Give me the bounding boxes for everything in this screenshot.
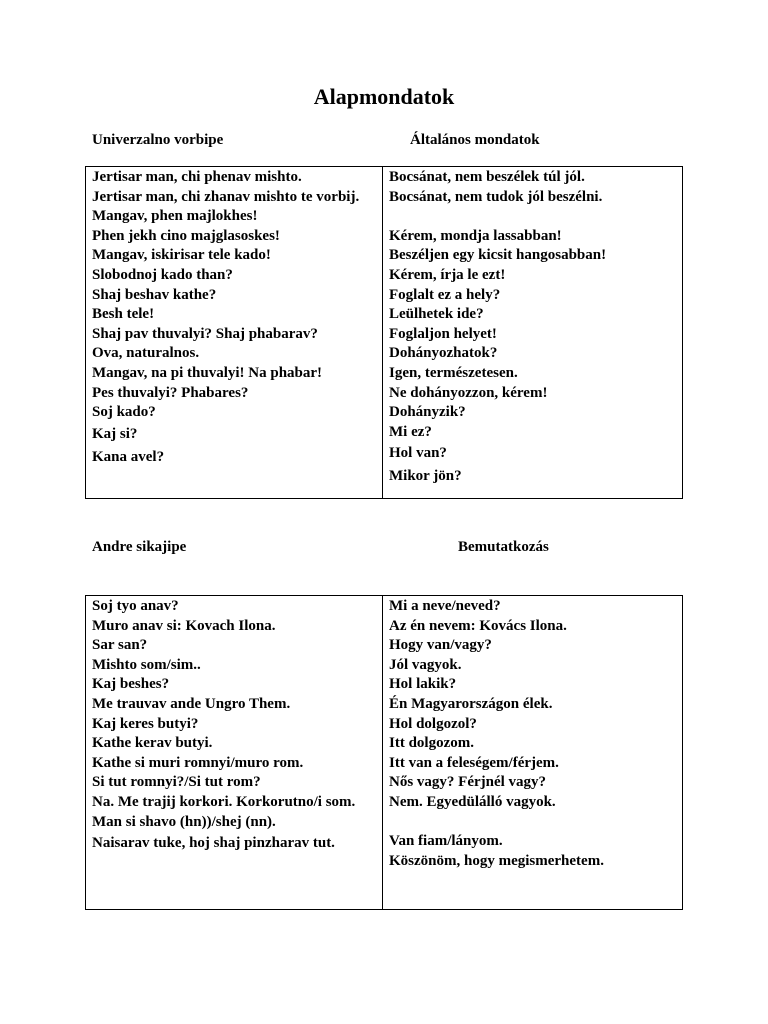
phrase-line: Dohányzik? (389, 404, 466, 421)
phrase-line: Phen jekh cino majglasoskes! (92, 227, 280, 244)
phrase-line: Kathe kerav butyi. (92, 735, 213, 752)
phrase-line: Sar san? (92, 637, 148, 654)
phrase-line: Itt van a feleségem/férjem. (389, 754, 559, 771)
phrase-line: Kaj keres butyi? (92, 715, 199, 732)
phrase-line: Muro anav si: Kovach Ilona. (92, 617, 276, 634)
phrase-line: Kana avel? (92, 448, 165, 465)
section2-left-heading: Andre sikajipe (92, 539, 187, 555)
phrase-line: Beszéljen egy kicsit hangosabban! (389, 247, 607, 264)
phrase-line: Kathe si muri romnyi/muro rom. (92, 754, 304, 771)
phrase-line: Hogy van/vagy? (389, 637, 492, 654)
phrase-line: Ne dohányozzon, kérem! (389, 384, 548, 401)
phrase-line: Dohányozhatok? (389, 345, 498, 362)
phrase-line: Kaj si? (92, 425, 138, 442)
hungarian-column (383, 596, 683, 910)
table-row (86, 596, 683, 910)
phrase-table-basic (85, 166, 683, 499)
phrase-line: Soj tyo anav? (92, 598, 179, 614)
phrase-line: Bocsánat, nem tudok jól beszélni. (389, 188, 603, 205)
phrase-line: Shaj pav thuvalyi? Shaj phabarav? (92, 325, 318, 342)
phrase-line: Mi a neve/neved? (389, 598, 501, 614)
phrase-line: Bocsánat, nem beszélek túl jól. (389, 169, 585, 185)
phrase-line: Foglaljon helyet! (389, 325, 497, 342)
phrase-line: Kérem, írja le ezt! (389, 266, 506, 283)
phrase-line: Nem. Egyedülálló vagyok. (389, 793, 556, 810)
phrase-line: Slobodnoj kado than? (92, 266, 233, 283)
blank-line (389, 207, 676, 227)
phrase-line: Hol dolgozol? (389, 715, 477, 732)
phrase-line: Itt dolgozom. (389, 735, 474, 752)
section1-right-heading: Általános mondatok (410, 132, 540, 148)
phrase-line: Az én nevem: Kovács Ilona. (389, 617, 567, 634)
phrase-line: Leülhetek ide? (389, 306, 484, 323)
blank-line (389, 813, 676, 833)
phrase-line: Mishto som/sim.. (92, 656, 201, 673)
phrase-line: Ova, naturalnos. (92, 345, 200, 362)
phrase-line: Naisarav tuke, hoj shaj pinzharav tut. (92, 835, 335, 852)
phrase-line: Igen, természetesen. (389, 364, 518, 381)
page-title: Alapmondatok (313, 84, 455, 109)
phrase-table-introductions (85, 595, 683, 910)
phrase-line: Mangav, phen majlokhes! (92, 208, 258, 225)
phrase-line: Kaj beshes? (92, 676, 170, 693)
phrase-line: Mi ez? (389, 423, 432, 440)
phrase-line: Pes thuvalyi? Phabares? (92, 384, 249, 401)
phrase-line: Én Magyarországon élek. (389, 695, 553, 712)
table-row (86, 167, 683, 499)
phrase-line: Me trauvav ande Ungro Them. (92, 695, 291, 712)
phrase-line: Hol van? (389, 445, 447, 462)
phrase-line: Jertisar man, chi zhanav mishto te vorbij. (92, 188, 360, 205)
section2-right-heading: Bemutatkozás (458, 539, 549, 555)
phrase-line: Jól vagyok. (389, 656, 462, 673)
phrase-line: Foglalt ez a hely? (389, 286, 501, 303)
phrase-line: Na. Me trajij korkori. Korkorutno/i som. (92, 793, 356, 810)
phrase-line: Jertisar man, chi phenav mishto. (92, 169, 302, 185)
phrase-line: Van fiam/lányom. (389, 833, 503, 850)
hungarian-column (383, 167, 683, 499)
romani-column (86, 596, 383, 910)
phrase-line: Kérem, mondja lassabban! (389, 227, 562, 244)
phrase-line: Shaj beshav kathe? (92, 286, 217, 303)
phrase-line: Mikor jön? (389, 468, 462, 485)
phrase-line: Si tut romnyi?/Si tut rom? (92, 774, 261, 791)
phrase-line: Soj kado? (92, 404, 156, 421)
section1-left-heading: Univerzalno vorbipe (92, 132, 224, 148)
phrase-line: Hol lakik? (389, 676, 457, 693)
phrase-line: Nős vagy? Férjnél vagy? (389, 774, 547, 791)
phrase-line: Mangav, na pi thuvalyi! Na phabar! (92, 364, 323, 381)
phrase-line: Man si shavo (hn))/shej (nn). (92, 813, 276, 830)
phrase-line: Mangav, iskirisar tele kado! (92, 247, 271, 264)
romani-column (86, 167, 383, 499)
phrase-line: Köszönöm, hogy megismerhetem. (389, 852, 604, 869)
phrase-line: Besh tele! (92, 306, 155, 323)
